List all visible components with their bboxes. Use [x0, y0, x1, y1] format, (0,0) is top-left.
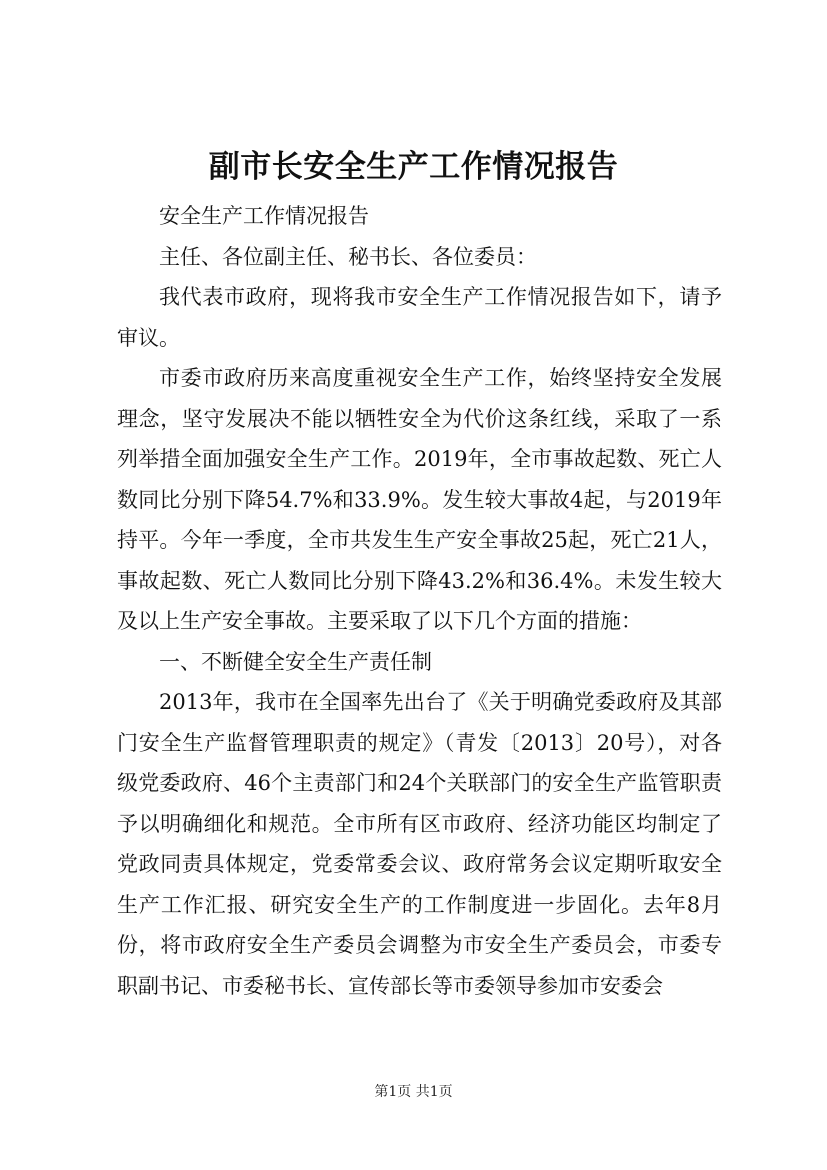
section-heading-1: 一、不断健全安全生产责任制: [159, 649, 432, 674]
paragraph-overview: 市委市政府历来高度重视安全生产工作，始终坚持安全发展理念，坚守发展决不能以牺牲安全为代价这条红线，采取了一系列举措全面加强安全生产工作。2019年，全市事故起数、死亡人数同比分别下降54.7%和33.9%。发生较大事故4起，与2019年持平。今年一季度，全市共发生生产安全事故25起，死亡21人，事故起数、死亡人数同比分别下降43.2%和36.4%。未发生较大及以上生产安全事故。主要采取了以下几个方面的措施：: [117, 366, 722, 633]
paragraph-responsibility: 2013年，我市在全国率先出台了《关于明确党委政府及其部门安全生产监督管理职责的规定》（青发〔2013〕20号），对各级党委政府、46个主责部门和24个关联部门的安全生产监管职责予以明确细化和规范。全市所有区市政府、经济功能区均制定了党政同责具体规定，党委常委会议、政府常务会议定期听取安全生产工作汇报、研究安全生产的工作制度进一步固化。去年8月份，将市政府安全生产委员会调整为市安全生产委员会，市委专职副书记、市委秘书长、宣传部长等市委领导参加市安委会: [117, 690, 722, 998]
paragraph-intro: 我代表市政府，现将我市安全生产工作情况报告如下，请予审议。: [117, 285, 722, 350]
paragraph-salutation: 主任、各位副主任、秘书长、各位委员：: [159, 244, 537, 269]
paragraph-subtitle: 安全生产工作情况报告: [159, 204, 369, 228]
page-footer: 第1页 共1页: [374, 1084, 453, 1100]
document-title: 副市长安全生产工作情况报告: [208, 149, 619, 185]
document-body: [117, 196, 722, 1006]
